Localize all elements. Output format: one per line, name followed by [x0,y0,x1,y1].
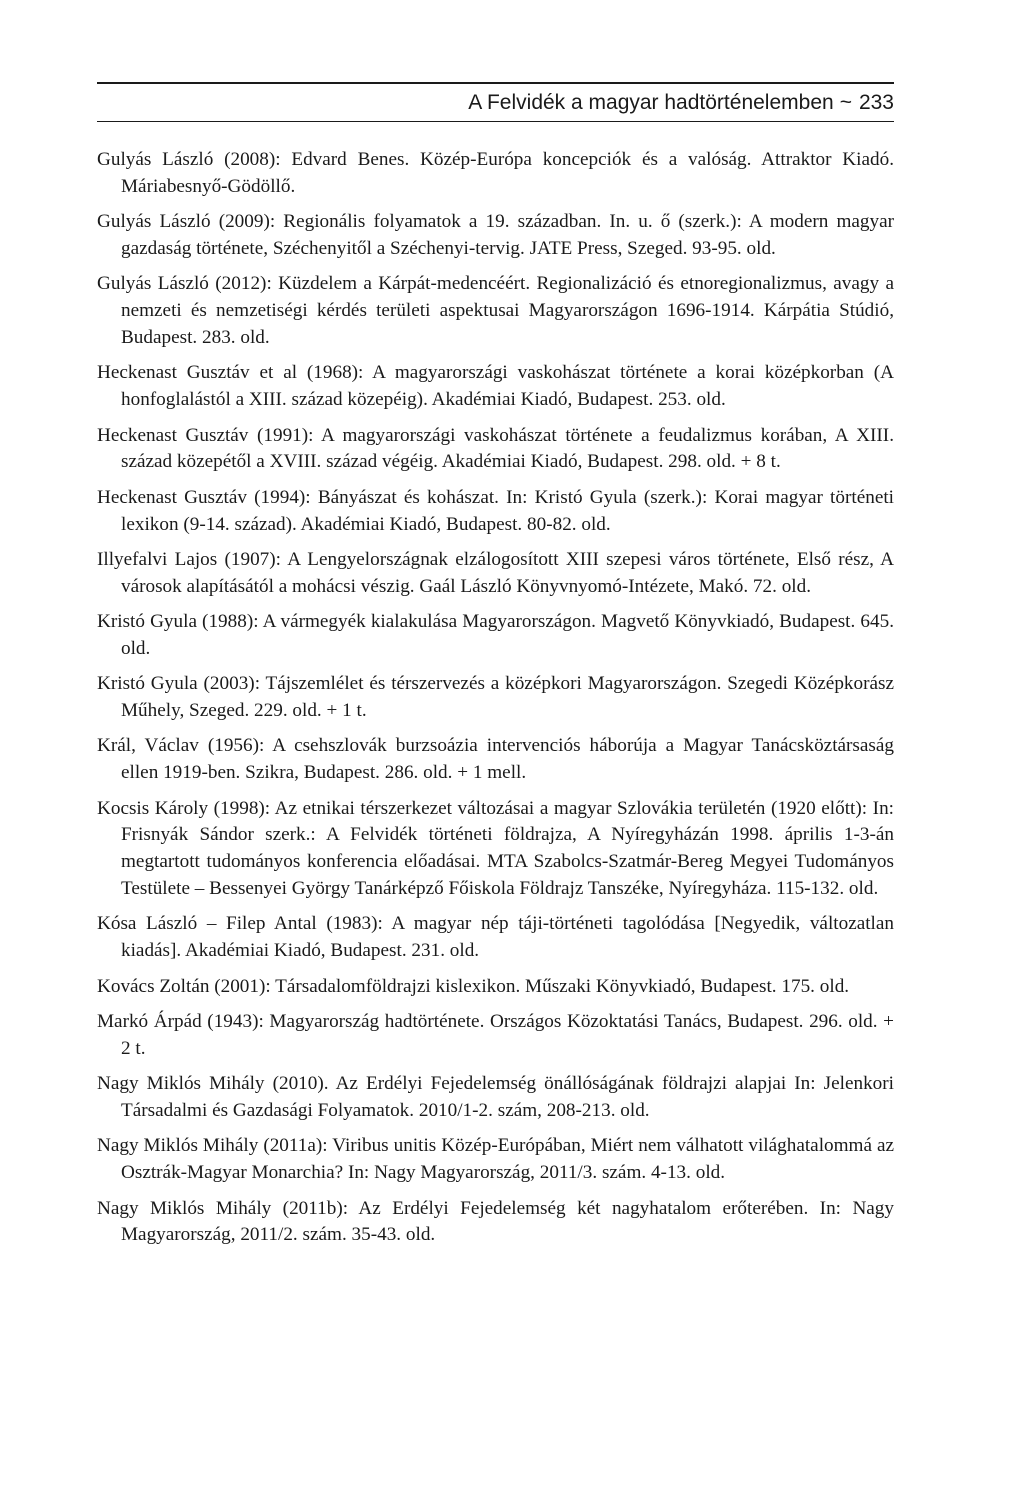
reference-item: Král, Václav (1956): A csehszlovák burzsoázia intervenciós háborúja a Magyar Tanácsköztársaság ellen 1919-ben. Szikra, Budapest. 286. old. + 1 mell. [97,735,894,784]
reference-list [97,147,894,1258]
reference-item: Heckenast Gusztáv (1994): Bányászat és kohászat. In: Kristó Gyula (szerk.): Korai magyar történeti lexikon (9-14. század). Akadémiai Kiadó, Budapest. 80-82. old. [97,486,894,535]
reference-item: Nagy Miklós Mihály (2011b): Az Erdélyi Fejedelemség két nagyhatalom erőterében. In: Nagy Magyarország, 2011/2. szám. 35-43. old. [97,1197,894,1246]
reference-item: Kocsis Károly (1998): Az etnikai térszerkezet változásai a magyar Szlovákia területén (1920 előtt): In: Frisnyák Sándor szerk.: A Felvidék történeti földrajza, A Nyíregyházán 1998. április 1-3-án megtartott tudományos konferencia előadásai. MTA Szabolcs-Szatmár-Bereg Megyei Tudományos Testülete – Bessenyei György Tanárképző Főiskola Földrajz Tanszéke, Nyíregyháza. 115-132. old. [97,797,894,900]
reference-item: Heckenast Gusztáv (1991): A magyarországi vaskohászat története a feudalizmus korában, A XIII. század közepétől a XVIII. század végéig. Akadémiai Kiadó, Budapest. 298. old. + 8 t. [97,424,894,473]
header-separator: ~ [839,91,852,114]
reference-item: Kristó Gyula (1988): A vármegyék kialakulása Magyarországon. Magvető Könyvkiadó, Budapest. 645. old. [97,611,894,659]
reference-item: Gulyás László (2009): Regionális folyamatok a 19. században. In. u. ő (szerk.): A modern magyar gazdaság története, Széchenyitől a Széchenyi-tervig. JATE Press, Szeged. 93-95. old. [97,211,894,259]
header-rule [97,121,894,122]
reference-item: Gulyás László (2012): Küzdelem a Kárpát-medencéért. Regionalizáció és etnoregionalizmus, avagy a nemzeti és nemzetiségi kérdés területi aspektusai Magyarországon 1696-1914. Kárpátia Stúdió, Budapest. 283. old. [97,273,894,348]
page-number: 233 [858,91,894,114]
reference-item: Nagy Miklós Mihály (2010). Az Erdélyi Fejedelemség önállóságának földrajzi alapjai In: Jelenkori Társadalmi és Gazdasági Folyamatok. 2010/1-2. szám, 208-213. old. [97,1073,894,1122]
reference-item: Markó Árpád (1943): Magyarország hadtörténete. Országos Közoktatási Tanács, Budapest. 296. old. + 2 t. [97,1011,894,1059]
reference-item: Illyefalvi Lajos (1907): A Lengyelországnak elzálogosított XIII szepesi város története, Első rész, A városok alapításától a mohácsi vészig. Gaál László Könyvnyomó-Intézete, Makó. 72. old. [97,548,894,597]
reference-item: Gulyás László (2008): Edvard Benes. Közép-Európa koncepciók és a valóság. Attraktor Kiadó. Máriabesnyő-Gödöllő. [97,149,894,197]
reference-item: Heckenast Gusztáv et al (1968): A magyarországi vaskohászat története a korai középkorban (A honfoglalástól a XIII. század közepéig). Akadémiai Kiadó, Budapest. 253. old. [97,362,894,411]
reference-item: Kovács Zoltán (2001): Társadalomföldrajzi kislexikon. Műszaki Könyvkiadó, Budapest. 175. old. [97,975,850,997]
header-row [468,90,894,116]
running-header [97,82,894,114]
running-title: A Felvidék a magyar hadtörténelemben [468,91,834,114]
reference-item: Kósa László – Filep Antal (1983): A magyar nép táji-történeti tagolódása [Negyedik, változatlan kiadás]. Akadémiai Kiadó, Budapest. 231. old. [97,913,894,962]
reference-item: Kristó Gyula (2003): Tájszemlélet és térszervezés a középkori Magyarországon. Szegedi Középkorász Műhely, Szeged. 229. old. + 1 t. [97,673,894,722]
reference-item: Nagy Miklós Mihály (2011a): Viribus unitis Közép-Európában, Miért nem válhatott világhatalommá az Osztrák-Magyar Monarchia? In: Nagy Magyarország, 2011/3. szám. 4-13. old. [97,1135,894,1184]
